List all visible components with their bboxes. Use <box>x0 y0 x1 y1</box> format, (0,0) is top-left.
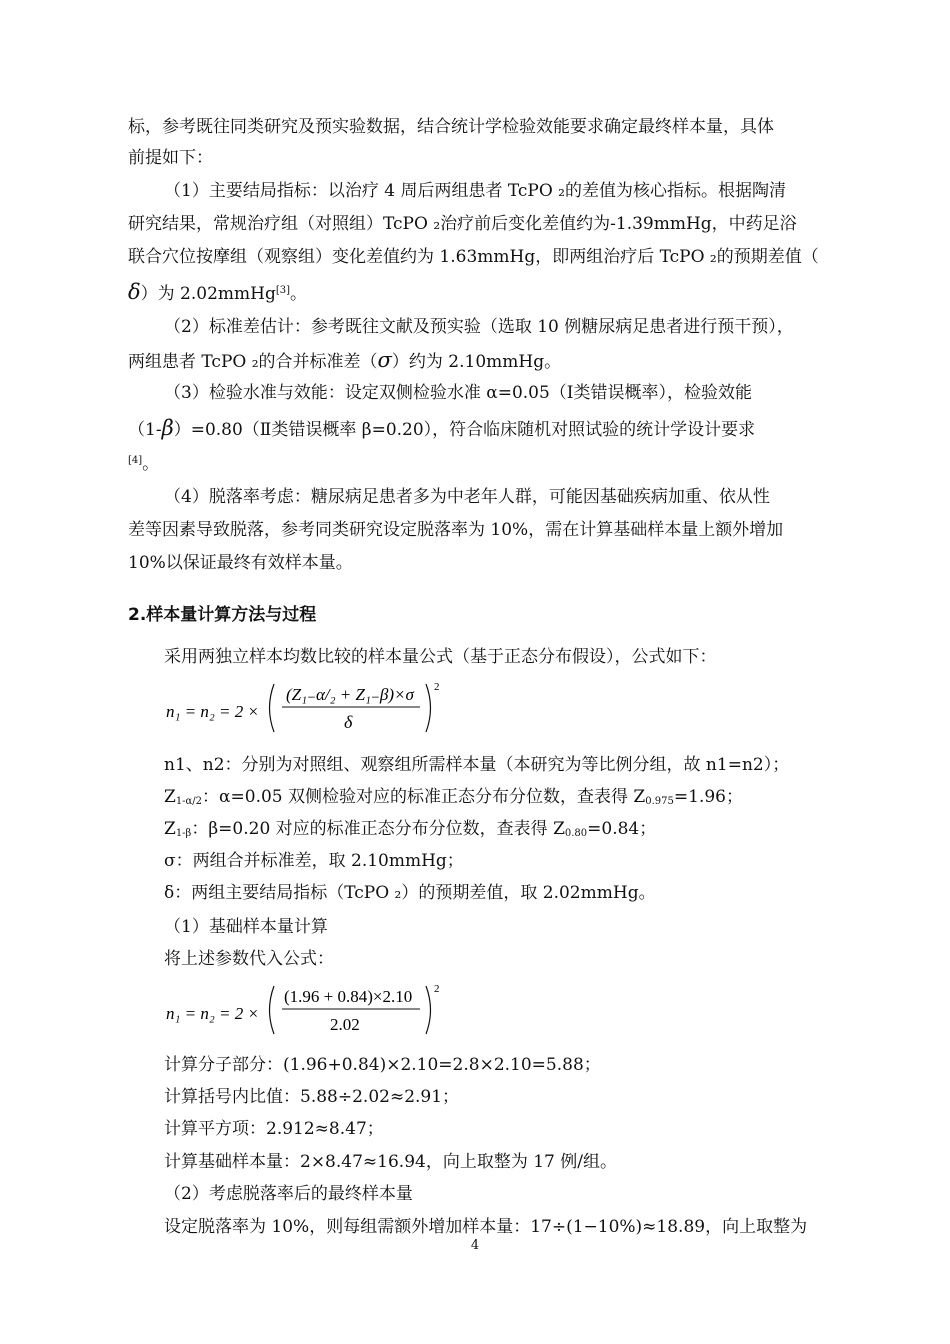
delta-symbol: δ <box>128 280 141 304</box>
formula-numerator: (1.96 + 0.84)×2.10 <box>284 987 413 1006</box>
subscript: 1-α/2 <box>175 796 203 807</box>
paragraph-line: 标，参考既往同类研究及预实验数据，结合统计学检验效能要求确定最终样本量，具体 <box>128 117 774 137</box>
paragraph-line: δ：两组主要结局指标（TcPO ₂）的预期差值，取 2.02mmHg。 <box>164 883 656 903</box>
paragraph-line: （2）考虑脱落率后的最终样本量 <box>164 1184 413 1204</box>
paragraph-line: 计算括号内比值：5.88÷2.02≈2.91； <box>164 1087 460 1107</box>
text-span: ：β=0.20 对应的标准正态分布分位数，查表得 Z <box>191 819 565 839</box>
formula-exponent: 2 <box>434 681 440 693</box>
text-span: ）=0.80（Ⅱ类错误概率 β=0.20），符合临床随机对照试验的统计学设计要求 <box>173 420 756 440</box>
text-span: 两组患者 TcPO ₂的合并标准差（ <box>128 352 378 372</box>
subscript: 1-β <box>175 828 192 839</box>
paragraph-line: 研究结果，常规治疗组（对照组）TcPO ₂治疗前后变化差值约为-1.39mmHg，中药足浴 <box>128 214 797 234</box>
text-span: Z <box>164 787 176 807</box>
text-span: Z <box>164 819 176 839</box>
paragraph-line: （1）基础样本量计算 <box>164 917 328 937</box>
paragraph-line: 计算基础样本量：2×8.47≈16.94，向上取整为 17 例/组。 <box>164 1152 617 1172</box>
paragraph-line: 将上述参数代入公式： <box>164 949 334 969</box>
text-span: 。 <box>290 284 308 304</box>
paragraph-line: 采用两独立样本均数比较的样本量公式（基于正态分布假设），公式如下： <box>164 647 717 667</box>
text-span: ：α=0.05 双侧检验对应的标准正态分布分位数，查表得 Z <box>202 787 646 807</box>
citation-ref[interactable]: [3] <box>275 285 291 296</box>
text-span: =1.96； <box>673 787 743 807</box>
beta-symbol: β <box>161 416 174 440</box>
paragraph-line: 计算平方项：2.912≈8.47； <box>164 1119 384 1139</box>
paragraph-line: （3）检验水准与效能：设定双侧检验水准 α=0.05（Ⅰ类错误概率），检验效能 <box>164 383 753 403</box>
paragraph-line <box>128 417 755 441</box>
citation-ref[interactable]: [4] <box>128 455 143 466</box>
formula-lhs: n₁ = n₂ = 2 × <box>166 702 259 721</box>
paragraph-line: 联合穴位按摩组（观察组）变化差值约为 1.63mmHg，即两组治疗后 TcPO ₂的预期差值（ <box>128 247 819 267</box>
formula-exponent: 2 <box>434 983 440 995</box>
paragraph-line: 前提如下： <box>128 148 213 168</box>
subscript: 0.80 <box>564 828 588 839</box>
paragraph-line: 设定脱落率为 10%，则每组需额外增加样本量：17÷(1−10%)≈18.89，向上取整为 <box>164 1217 808 1237</box>
formula-lhs: n₁ = n₂ = 2 × <box>166 1004 259 1023</box>
paragraph-line <box>164 818 656 845</box>
formula-numerator: (Z₁₋α/₂ + Z₁₋β)×σ <box>286 685 414 704</box>
text-span: ）约为 2.10mmHg。 <box>391 352 562 372</box>
text-span: ）为 2.02mmHg <box>140 284 276 304</box>
paragraph-line <box>164 786 743 813</box>
paragraph-line: （4）脱落率考虑：糖尿病足患者多为中老年人群，可能因基础疾病加重、依从性 <box>164 487 770 507</box>
paragraph-line: n1、n2：分别为对照组、观察组所需样本量（本研究为等比例分组，故 n1=n2）； <box>164 755 790 775</box>
page-number: 4 <box>470 1238 480 1253</box>
paragraph-line: （2）标准差估计：参考既往文献及预实验（选取 10 例糖尿病足患者进行预干预）， <box>164 317 794 337</box>
paragraph-line: （1）主要结局指标：以治疗 4 周后两组患者 TcPO ₂的差值为核心指标。根据陶清 <box>164 181 786 201</box>
subscript: 0.975 <box>645 796 674 807</box>
paragraph-line: 计算分子部分：(1.96+0.84)×2.10=2.8×2.10=5.88； <box>164 1055 601 1075</box>
formula-denominator: 2.02 <box>330 1015 360 1034</box>
paragraph-line: 差等因素导致脱落，参考同类研究设定脱落率为 10%，需在计算基础样本量上额外增加 <box>128 520 784 540</box>
paragraph-line <box>128 349 561 373</box>
paragraph-line <box>128 450 159 475</box>
substituted-formula <box>164 978 444 1042</box>
text-span: =0.84； <box>587 819 657 839</box>
text-span: 。 <box>142 454 160 474</box>
formula-denominator: δ <box>344 712 353 732</box>
paragraph-line: σ：两组合并标准差，取 2.10mmHg； <box>164 851 464 871</box>
text-span: （1- <box>128 420 162 440</box>
sigma-symbol: σ <box>377 348 392 372</box>
paragraph-line: 10%以保证最终有效样本量。 <box>128 553 353 573</box>
paragraph-line <box>128 280 307 305</box>
sample-size-formula <box>164 676 444 740</box>
section-heading: 2.样本量计算方法与过程 <box>128 605 317 625</box>
